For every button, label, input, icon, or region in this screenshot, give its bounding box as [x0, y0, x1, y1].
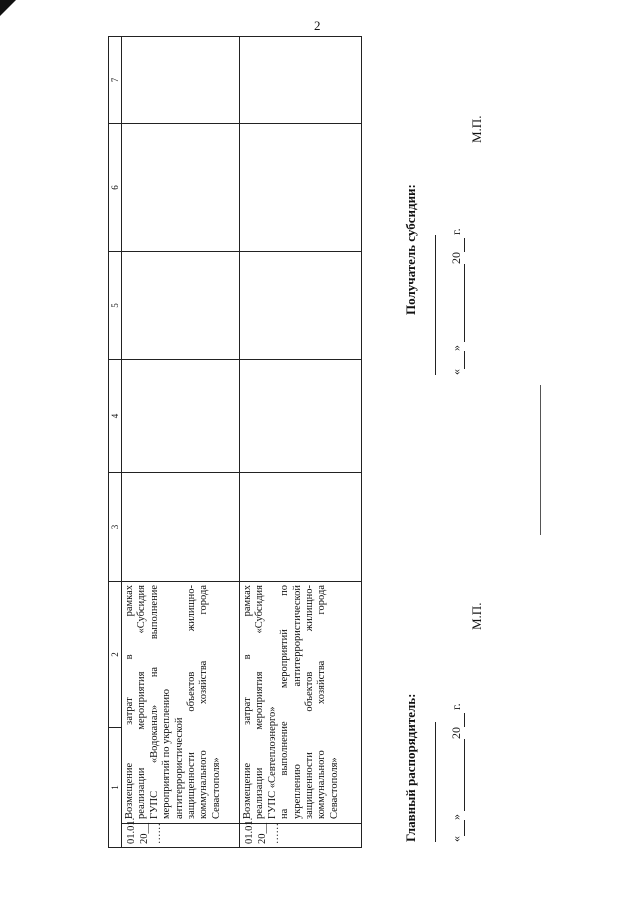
description-line: реализации мероприятия «Субсидия: [136, 585, 148, 819]
description-line: защищенности объектов жилищно-: [186, 585, 198, 819]
close-quote: »: [449, 345, 463, 351]
signature-line: [435, 722, 436, 842]
month-blank: [449, 264, 465, 342]
signature-date-line: [449, 228, 465, 375]
open-quote: «: [449, 369, 463, 375]
empty-cell: [122, 359, 239, 472]
description-line: мероприятий по укреплению: [161, 689, 173, 819]
day-blank: [449, 351, 465, 369]
table-header-row: [109, 37, 122, 847]
date-line: 20__: [139, 823, 150, 844]
day-blank: [449, 820, 465, 836]
date-line: 20__: [257, 823, 268, 844]
date-cell: [240, 817, 361, 847]
description-line: ГУПС «Водоканал» на выполнение: [148, 585, 160, 819]
header-cell: 7: [110, 77, 120, 83]
empty-cell: [122, 472, 239, 581]
subsidy-recipient-block: [395, 55, 525, 375]
empty-cell: [122, 123, 239, 251]
chief-administrator-title: Главный распорядитель:: [403, 693, 418, 842]
date-cell: [122, 817, 239, 847]
close-quote: »: [449, 814, 463, 820]
open-quote: «: [449, 836, 463, 842]
header-cell: 3: [109, 472, 121, 581]
header-cell: 2: [109, 581, 121, 727]
empty-cell: [240, 123, 361, 251]
year-blank: [449, 713, 465, 727]
empty-cell: [122, 251, 239, 359]
page-number: 2: [314, 18, 321, 33]
date-line: ……: [270, 823, 281, 844]
year-prefix: 20: [449, 252, 463, 264]
seal-mark: М.П.: [469, 115, 484, 143]
description-line: защищенности объектов жилищно-: [304, 585, 316, 819]
signature-line: [435, 235, 436, 375]
date-line: 01.01.: [126, 817, 137, 844]
description-line: антитеррористической: [173, 717, 185, 819]
header-cell: 4: [109, 359, 121, 472]
description-line: Севастополя»: [210, 757, 222, 819]
header-cell: 5: [109, 251, 121, 359]
year-blank: [449, 238, 465, 252]
center-divider: [540, 385, 541, 535]
description-line: реализации мероприятия «Субсидия: [254, 585, 266, 819]
seal-mark: М.П.: [469, 602, 484, 630]
year-prefix: 20: [449, 727, 463, 739]
description-cell: [240, 581, 361, 823]
subsidy-table: [108, 36, 362, 848]
empty-cell: [240, 251, 361, 359]
table-row: [240, 37, 361, 847]
date-line: 01.01.: [244, 817, 255, 844]
description-line: Севастополя»: [328, 757, 340, 819]
description-line: на выполнение мероприятий по: [279, 585, 291, 819]
description-line: коммунального хозяйства города: [198, 585, 210, 819]
description-line: укреплению антитеррористической: [291, 585, 303, 819]
chief-administrator-block: [395, 542, 525, 842]
month-blank: [449, 739, 465, 811]
empty-cell: [240, 472, 361, 581]
subsidy-recipient-title: Получатель субсидии:: [403, 184, 418, 315]
description-line: коммунального хозяйства города: [316, 585, 328, 819]
header-cell: 1: [109, 727, 121, 847]
year-suffix: г.: [449, 228, 463, 235]
description-cell: [122, 581, 239, 823]
empty-cell: [122, 37, 239, 123]
description-line: ГУПС «Севтеплоэнерго»: [266, 706, 278, 819]
date-line: ……: [152, 823, 163, 844]
description-line: Возмещение затрат в рамках: [124, 585, 135, 819]
description-line: Возмещение затрат в рамках: [242, 585, 253, 819]
empty-cell: [240, 37, 361, 123]
header-cell: 6: [109, 123, 121, 251]
year-suffix: г.: [449, 703, 463, 710]
empty-cell: [240, 359, 361, 472]
signature-date-line: [449, 703, 465, 842]
table-row: [122, 37, 240, 847]
